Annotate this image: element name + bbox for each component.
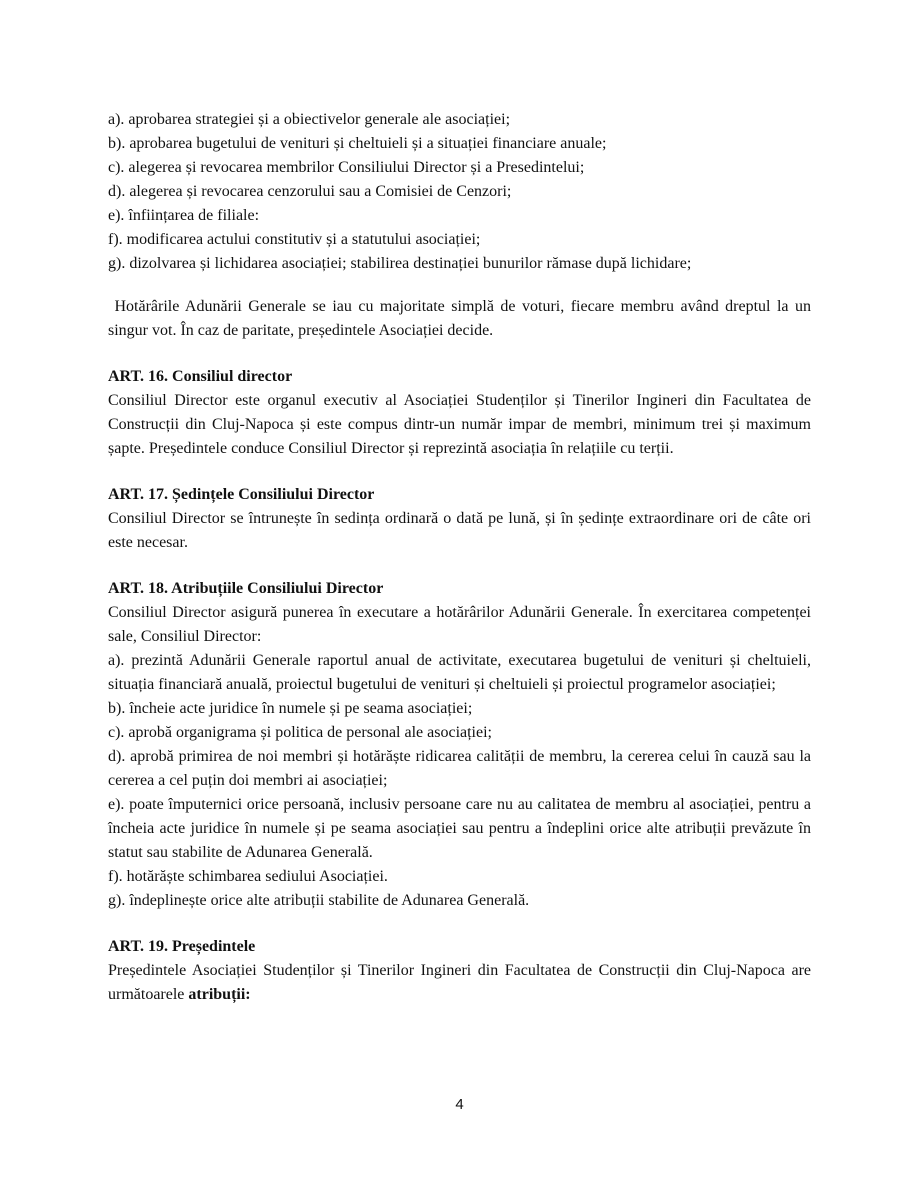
page-number: 4 (455, 1096, 464, 1113)
voting-paragraph: Hotărârile Adunării Generale se iau cu majoritate simplă de voturi, fiecare membru având dreptul la un singur vot. În caz de paritate, președintele Asociației decide. (108, 298, 816, 339)
document-page (108, 108, 816, 1007)
article-17-heading: ART. 17. Ședințele Consiliului Director (108, 486, 375, 503)
article-16-text: Consiliul Director este organul executiv al Asociației Studenților și Tinerilor Ingineri din Facultatea de Construcții din Cluj-Napoca și este compus dintr-un număr impar de membri, minimum trei și maximum șapte. Președintele conduce Consiliul Director și reprezintă asociația în relațiile cu terții. (108, 392, 811, 457)
list-item: d). aprobă primirea de noi membri și hotărăște ridicarea calității de membru, la cererea celui în cauză sau la cererea a cel puțin doi membri ai asociației; (108, 748, 811, 789)
list-item: g). dizolvarea și lichidarea asociației; stabilirea destinației bunurilor rămase după lichidare; (108, 255, 692, 272)
article-17-text: Consiliul Director se întrunește în sedința ordinară o dată pe lună, și în ședințe extraordinare ori de câte ori este necesar. (108, 510, 811, 551)
list-item: e). înființarea de filiale: (108, 207, 260, 224)
list-item: f). hotărăște schimbarea sediului Asociației. (108, 868, 388, 885)
list-item: c). aprobă organigrama și politica de personal ale asociației; (108, 724, 492, 741)
article-16-heading: ART. 16. Consiliul director (108, 368, 293, 385)
list-item: f). modificarea actului constitutiv și a statutului asociației; (108, 231, 481, 248)
list-item: g). îndeplinește orice alte atribuții stabilite de Adunarea Generală. (108, 892, 530, 909)
list-item: c). alegerea și revocarea membrilor Consiliului Director și a Presedintelui; (108, 159, 585, 176)
general-assembly-powers-list (108, 108, 811, 276)
article-19-text (108, 959, 811, 1007)
article-19-bold-tail: atribuții: (188, 986, 251, 1003)
article-18-intro: Consiliul Director asigură punerea în executare a hotărârilor Adunării Generale. În exercitarea competenței sale, Consiliul Director: (108, 604, 811, 645)
list-item: d). alegerea și revocarea cenzorului sau a Comisiei de Cenzori; (108, 183, 512, 200)
list-item: b). aprobarea bugetului de venituri și cheltuieli și a situației financiare anuale; (108, 135, 607, 152)
list-item: e). poate împuternici orice persoană, inclusiv persoane care nu au calitatea de membru al asociației, pentru a încheia acte juridice în numele și pe seama asociației sau pentru a îndeplini orice alte atribuții prevăzute în statut sau stabilite de Adunarea Generală. (108, 796, 811, 861)
article-19-heading: ART. 19. Președintele (108, 938, 256, 955)
list-item: a). aprobarea strategiei și a obiectivelor generale ale asociației; (108, 111, 511, 128)
list-item: b). încheie acte juridice în numele și pe seama asociației; (108, 700, 473, 717)
article-18-heading: ART. 18. Atribuțiile Consiliului Director (108, 580, 384, 597)
list-item: a). prezintă Adunării Generale raportul anual de activitate, executarea bugetului de venituri și cheltuieli, situația financiară anuală, proiectul bugetului de venituri și cheltuieli și proiectul programelor asociației; (108, 652, 811, 693)
article-19-text-body: Președintele Asociației Studenților și Tinerilor Ingineri din Facultatea de Construcții din Cluj-Napoca are următoarele (108, 962, 811, 1003)
